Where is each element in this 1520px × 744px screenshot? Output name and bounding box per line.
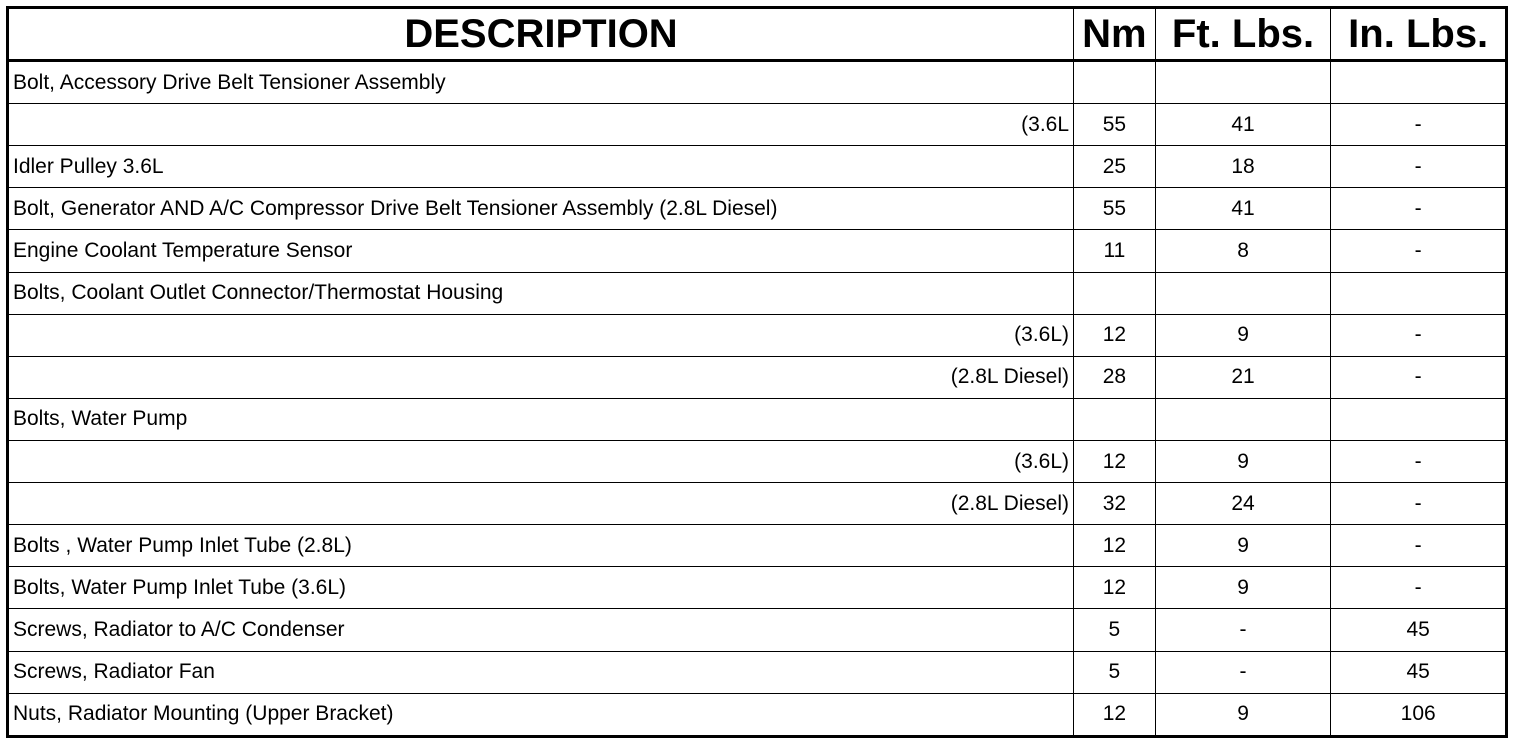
cell-in-lbs: -: [1331, 104, 1507, 146]
table-row: [8, 230, 1507, 272]
cell-description: (3.6L: [8, 104, 1074, 146]
cell-description: Engine Coolant Temperature Sensor: [8, 230, 1074, 272]
cell-in-lbs: -: [1331, 230, 1507, 272]
cell-nm: 28: [1074, 356, 1156, 398]
table-body: [8, 61, 1507, 737]
cell-ft-lbs: 9: [1155, 441, 1331, 483]
table-row: [8, 188, 1507, 230]
table-row: [8, 356, 1507, 398]
table-row: [8, 104, 1507, 146]
cell-nm: 12: [1074, 441, 1156, 483]
cell-in-lbs: -: [1331, 314, 1507, 356]
cell-description: Screws, Radiator to A/C Condenser: [8, 609, 1074, 651]
cell-description: Bolts, Water Pump: [8, 398, 1074, 440]
cell-nm: [1074, 398, 1156, 440]
cell-ft-lbs: 9: [1155, 567, 1331, 609]
cell-in-lbs: -: [1331, 146, 1507, 188]
table-row: [8, 567, 1507, 609]
cell-nm: [1074, 272, 1156, 314]
cell-in-lbs: [1331, 398, 1507, 440]
header-in-lbs: In. Lbs.: [1331, 8, 1507, 61]
cell-ft-lbs: -: [1155, 609, 1331, 651]
cell-in-lbs: 106: [1331, 693, 1507, 736]
cell-nm: 5: [1074, 609, 1156, 651]
header-row: [8, 8, 1507, 61]
cell-description: (2.8L Diesel): [8, 483, 1074, 525]
cell-ft-lbs: 24: [1155, 483, 1331, 525]
cell-in-lbs: -: [1331, 356, 1507, 398]
cell-in-lbs: -: [1331, 567, 1507, 609]
table-row: [8, 651, 1507, 693]
cell-ft-lbs: -: [1155, 651, 1331, 693]
cell-nm: 12: [1074, 525, 1156, 567]
cell-nm: [1074, 61, 1156, 104]
table-header: [8, 8, 1507, 61]
cell-ft-lbs: 41: [1155, 104, 1331, 146]
cell-in-lbs: -: [1331, 188, 1507, 230]
cell-description: Bolts, Coolant Outlet Connector/Thermostat Housing: [8, 272, 1074, 314]
header-nm: Nm: [1074, 8, 1156, 61]
table-row: [8, 398, 1507, 440]
cell-ft-lbs: 18: [1155, 146, 1331, 188]
header-description: DESCRIPTION: [8, 8, 1074, 61]
table-row: [8, 314, 1507, 356]
torque-spec-table: [6, 6, 1508, 738]
table-row: [8, 61, 1507, 104]
cell-nm: 32: [1074, 483, 1156, 525]
cell-ft-lbs: 9: [1155, 693, 1331, 736]
header-ft-lbs: Ft. Lbs.: [1155, 8, 1331, 61]
table-row: [8, 693, 1507, 736]
cell-description: Bolt, Generator AND A/C Compressor Drive Belt Tensioner Assembly (2.8L Diesel): [8, 188, 1074, 230]
cell-description: (2.8L Diesel): [8, 356, 1074, 398]
table-row: [8, 441, 1507, 483]
cell-nm: 11: [1074, 230, 1156, 272]
cell-ft-lbs: [1155, 398, 1331, 440]
table-row: [8, 483, 1507, 525]
cell-nm: 25: [1074, 146, 1156, 188]
cell-description: (3.6L): [8, 314, 1074, 356]
table-row: [8, 146, 1507, 188]
cell-in-lbs: -: [1331, 441, 1507, 483]
cell-description: Idler Pulley 3.6L: [8, 146, 1074, 188]
table-row: [8, 272, 1507, 314]
cell-ft-lbs: 41: [1155, 188, 1331, 230]
cell-in-lbs: -: [1331, 483, 1507, 525]
cell-ft-lbs: [1155, 61, 1331, 104]
cell-nm: 55: [1074, 188, 1156, 230]
cell-ft-lbs: 21: [1155, 356, 1331, 398]
cell-nm: 12: [1074, 693, 1156, 736]
cell-description: Screws, Radiator Fan: [8, 651, 1074, 693]
cell-ft-lbs: [1155, 272, 1331, 314]
cell-description: (3.6L): [8, 441, 1074, 483]
cell-in-lbs: 45: [1331, 609, 1507, 651]
cell-in-lbs: [1331, 61, 1507, 104]
cell-nm: 55: [1074, 104, 1156, 146]
cell-nm: 12: [1074, 314, 1156, 356]
cell-ft-lbs: 9: [1155, 525, 1331, 567]
table-row: [8, 609, 1507, 651]
cell-in-lbs: -: [1331, 525, 1507, 567]
cell-nm: 12: [1074, 567, 1156, 609]
cell-description: Bolt, Accessory Drive Belt Tensioner Assembly: [8, 61, 1074, 104]
cell-in-lbs: 45: [1331, 651, 1507, 693]
cell-ft-lbs: 9: [1155, 314, 1331, 356]
cell-description: Bolts , Water Pump Inlet Tube (2.8L): [8, 525, 1074, 567]
cell-nm: 5: [1074, 651, 1156, 693]
table-row: [8, 525, 1507, 567]
cell-in-lbs: [1331, 272, 1507, 314]
cell-description: Nuts, Radiator Mounting (Upper Bracket): [8, 693, 1074, 736]
cell-ft-lbs: 8: [1155, 230, 1331, 272]
cell-description: Bolts, Water Pump Inlet Tube (3.6L): [8, 567, 1074, 609]
